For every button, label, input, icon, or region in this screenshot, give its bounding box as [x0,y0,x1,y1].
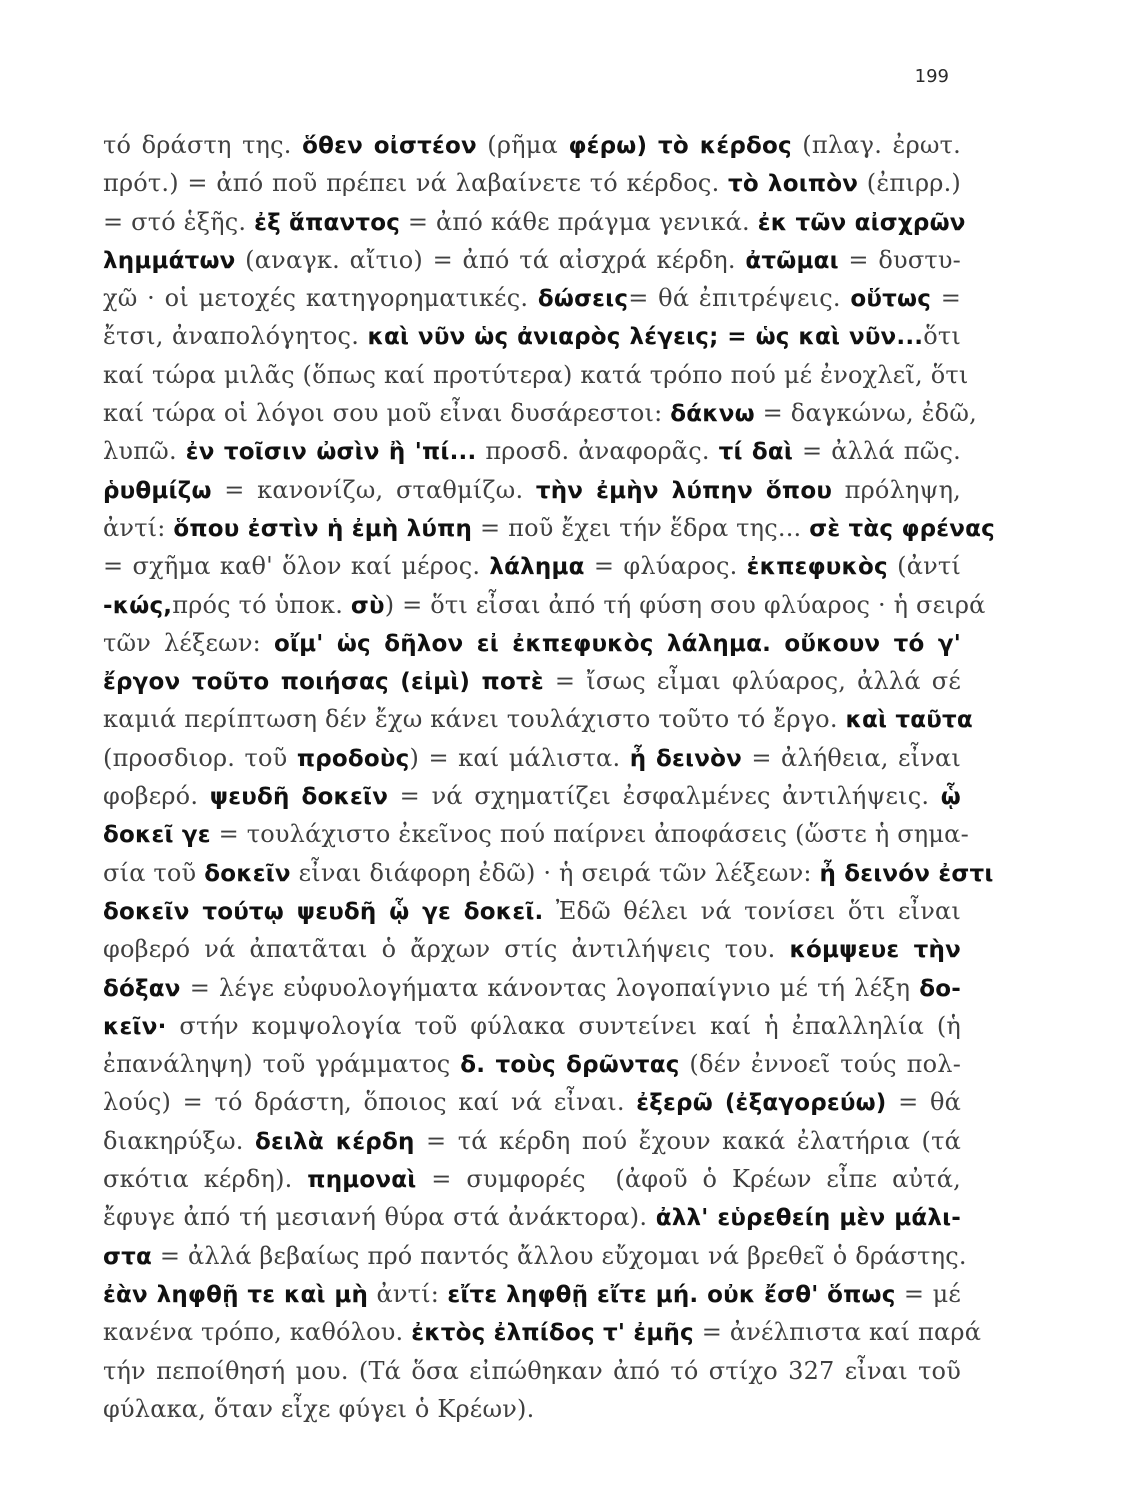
text-line [103,1160,961,1198]
gloss-text: σία τοῦ [103,858,205,887]
lemma-text: εἴτε ληφθῇ εἴτε μή. οὐκ ἔσθ' ὅπως [447,1281,896,1308]
gloss-text: φοβερό νά ἀπατᾶται ὁ ἄρχων στίς ἀντιλήψεις του. [103,935,790,964]
text-line [103,1083,961,1121]
gloss-text: (ρῆμα [476,131,569,159]
text-line [103,1352,961,1390]
text-line [103,317,961,355]
lemma-text: λημμάτων [103,247,236,274]
gloss-text: = τά κέρδη πού ἔχουν κακά ἐλατήρια (τά [414,1126,961,1155]
text-line [103,1045,961,1083]
gloss-text: = λέγε εὐφυολογήματα κάνοντας λογοπαίγνιο μέ τή λέξη [180,973,920,1002]
text-line [103,930,961,968]
text-line [103,892,961,930]
gloss-text: στήν κομψολογία τοῦ φύλακα συντείνει καί ἡ ἐπαλληλία (ἡ [166,1011,961,1040]
text-line [103,164,961,202]
gloss-text: = στό ἑξῆς. [103,207,255,236]
lemma-text: ἦ δεινόν ἐστι [819,860,994,887]
gloss-text: = σχῆμα καθ' ὅλον καί μέρος. [103,552,490,581]
gloss-text: καμιά περίπτωση δέν ἔχω κάνει τουλάχιστο τοῦτο τό ἔργο. [103,705,846,734]
gloss-text: ἀντί: [368,1279,448,1308]
lemma-text: ἔργον τοῦτο ποιήσας (εἰμὶ) ποτὲ [103,669,544,696]
lemma-text: δο- [919,975,961,1002]
gloss-text: = ποῦ ἔχει τήν ἕδρα της... [472,513,810,542]
gloss-text: (πλαγ. ἐρωτ. [791,131,961,159]
lemma-text: δειλὰ κέρδη [255,1128,415,1155]
gloss-text: (ἐπιρρ.) [858,169,961,198]
lemma-text: δάκνω [670,401,755,428]
text-line [103,126,961,164]
text-line [103,394,977,432]
lemma-text: ἐὰν ληφθῇ τε καὶ μὴ [103,1281,369,1308]
text-line [103,279,961,317]
text-line [103,1007,961,1045]
gloss-text: = ἀπό κάθε πράγμα γενικά. [400,207,758,236]
gloss-text: Ἐδῶ θέλει νά τονίσει ὅτι εἶναι [543,896,962,925]
gloss-text: = ἀλλά πῶς. [793,437,961,466]
gloss-text: τῶν λέξεων: [103,628,274,657]
gloss-text: πρός τό ὑποκ. [172,590,351,619]
lemma-text: σὺ [350,592,385,619]
lemma-text: κόμψευε τὴν [789,937,961,964]
commentary-text [103,126,996,1428]
lemma-text: ἐξ ἅπαντος [254,209,401,236]
lemma-text: δοκεῖν τούτῳ ψευδῆ ᾧ γε δοκεῖ. [103,898,544,925]
gloss-text: πρόληψη, [832,475,961,504]
text-line [103,432,961,470]
gloss-text: = κανονίζω, σταθμίζω. [211,475,536,504]
gloss-text: = ἀλήθεια, εἶναι [741,743,962,772]
text-line [103,854,994,892]
gloss-text: διακηρύξω. [103,1126,255,1155]
lemma-text: ὅθεν οἰστέον [302,133,477,159]
lemma-text: ἐν τοῖσιν ὠσὶν ἢ 'πί... [185,439,477,466]
gloss-text: λυπῶ. [103,437,186,466]
lemma-text: τὴν ἐμὴν λύπην ὅπου [535,477,833,504]
lemma-text: πημοναὶ [307,1167,417,1194]
gloss-text: πρότ.) = ἀπό ποῦ πρέπει νά λαβαίνετε τό κέρδος. [103,169,729,198]
lemma-text: σὲ τὰς φρένας [809,515,996,542]
gloss-text: ἔφυγε ἀπό τή μεσιανή θύρα στά ἀνάκτορα). [103,1203,656,1232]
lemma-text: οὕτως [850,286,932,313]
lemma-text: δοκεῖν [204,860,291,887]
text-line [103,356,969,394]
text-line [103,1198,961,1236]
text-line [103,586,986,624]
text-line [103,509,996,547]
gloss-text: προσδ. ἀναφορᾶς. [476,437,719,466]
lemma-text: ἐκ τῶν αἰσχρῶν [757,209,966,236]
gloss-text: = θά [886,1088,962,1117]
lemma-text: τὸ λοιπὸν [728,171,859,198]
gloss-text: φύλακα, ὅταν εἶχε φύγει ὁ Κρέων). [103,1394,535,1423]
lemma-text: κεῖν· [103,1013,167,1040]
lemma-text: -κώς, [103,592,173,619]
lemma-text: στα [103,1243,152,1270]
gloss-text: ἀντί: [103,513,174,542]
gloss-text: = νά σχηματίζει ἐσφαλμένες ἀντιλήψεις. [388,782,941,811]
gloss-text: εἶναι διάφορη ἐδῶ) · ἡ σειρά τῶν λέξεων: [290,858,820,887]
gloss-text: λούς) = τό δράστη, ὅποιος καί νά εἶναι. [103,1088,637,1117]
text-line [103,1275,961,1313]
gloss-text: = δυστυ- [838,245,961,274]
gloss-text: = τουλάχιστο ἐκεῖνος πού παίρνει ἀποφάσεις (ὥστε ἡ σημα- [210,820,969,849]
gloss-text: = ἀλλά βεβαίως πρό παντός ἄλλου εὔχομαι νά βρεθεῖ ὁ δράστης. [152,1241,967,1270]
lemma-text: τί δαὶ [718,439,794,466]
lemma-text: οἴμ' ὡς δῆλον εἰ ἐκπεφυκὸς λάλημα. οὔκουν τό γ' [273,630,961,657]
gloss-text: χῶ · οἱ μετοχές κατηγορηματικές. [103,284,538,313]
text-line [103,471,961,509]
gloss-text: (αναγκ. αἴτιο) = ἀπό τά αἰσχρά κέρδη. [235,245,746,274]
text-line [103,662,961,700]
lemma-text: δοκεῖ γε [103,822,211,849]
text-line [103,1313,982,1351]
gloss-text: = ἴσως εἶμαι φλύαρος, ἀλλά σέ [543,667,962,696]
text-line [103,777,961,815]
text-line [103,969,961,1007]
text-line [103,700,973,738]
gloss-text: = δαγκώνω, ἐδῶ, [754,399,977,428]
gloss-text: (προσδιορ. τοῦ [103,743,297,772]
lemma-text: ᾧ [940,784,961,811]
gloss-text: ) = καί μάλιστα. [409,743,630,772]
gloss-text: ἐπανάληψη) τοῦ γράμματος [103,1050,461,1079]
lemma-text: δόξαν [103,975,181,1002]
lemma-text: φέρω) τὸ κέρδος [568,133,792,159]
gloss-text: καί τώρα μιλᾶς (ὅπως καί προτύτερα) κατά τρόπο πού μέ ἐνοχλεῖ, ὅτι [103,360,969,389]
lemma-text: ἀτῶμαι [745,247,839,274]
gloss-text: (ἀντί [887,552,961,581]
lemma-text: ῥυθμίζω [103,477,212,504]
lemma-text: προδοὺς [296,745,410,772]
text-line [103,1390,961,1428]
gloss-text: ἔτσι, ἀναπολόγητος. [103,322,368,351]
gloss-text: κανένα τρόπο, καθόλου. [103,1318,412,1347]
text-line [103,624,961,662]
lemma-text: ὅπου ἐστὶν ἡ ἐμὴ λύπη [173,515,473,542]
lemma-text: λάλημα [489,554,585,581]
gloss-text: τήν πεποίθησή μου. (Τά ὅσα εἰπώθηκαν ἀπό τό στίχο 327 εἶναι τοῦ [103,1356,961,1385]
lemma-text: ἐξερῶ (ἐξαγορεύω) [636,1090,887,1117]
gloss-text: = συμφορές (ἀφοῦ ὁ Κρέων εἶπε αὐτά, [416,1165,961,1194]
lemma-text: καὶ ταῦτα [845,707,973,734]
gloss-text: καί τώρα οἱ λόγοι σου μοῦ εἶναι δυσάρεστοι: [103,399,671,428]
lemma-text: ἐκπεφυκὸς [746,554,888,581]
gloss-text: = θά ἐπιτρέψεις. [628,284,851,313]
text-line [103,547,961,585]
lemma-text: ψευδῆ δοκεῖν [209,784,389,811]
gloss-text: (δέν ἐννοεῖ τούς πολ- [679,1050,961,1079]
page-number: 199 [914,66,949,87]
gloss-text: σκότια κέρδη). [103,1165,308,1194]
gloss-text: = [931,284,962,313]
text-line [103,1122,961,1160]
lemma-text: δώσεις [537,286,629,313]
gloss-text: ) = ὅτι εἶσαι ἀπό τή φύση σου φλύαρος · ἡ σειρά [384,590,986,619]
text-line [103,241,961,279]
gloss-text: = φλύαρος. [584,552,747,581]
gloss-text: τό δράστη της. [103,131,303,159]
lemma-text: δ. τοὺς δρῶντας [460,1052,680,1079]
text-line [103,815,969,853]
gloss-text: φοβερό. [103,782,210,811]
gloss-text: = μέ [895,1279,961,1308]
text-line [103,739,961,777]
gloss-text: = ἀνέλπιστα καί παρά [693,1318,982,1347]
text-line [103,203,966,241]
lemma-text: καὶ νῦν ὡς ἀνιαρὸς λέγεις; = ὡς καὶ νῦν... [367,324,924,351]
gloss-text: ὅτι [923,322,961,351]
lemma-text: ἀλλ' εὑρεθείη μὲν μάλι- [655,1205,961,1232]
lemma-text: ἦ δεινὸν [629,745,742,772]
lemma-text: ἐκτὸς ἐλπίδος τ' ἐμῆς [411,1320,694,1347]
text-line [103,1237,967,1275]
